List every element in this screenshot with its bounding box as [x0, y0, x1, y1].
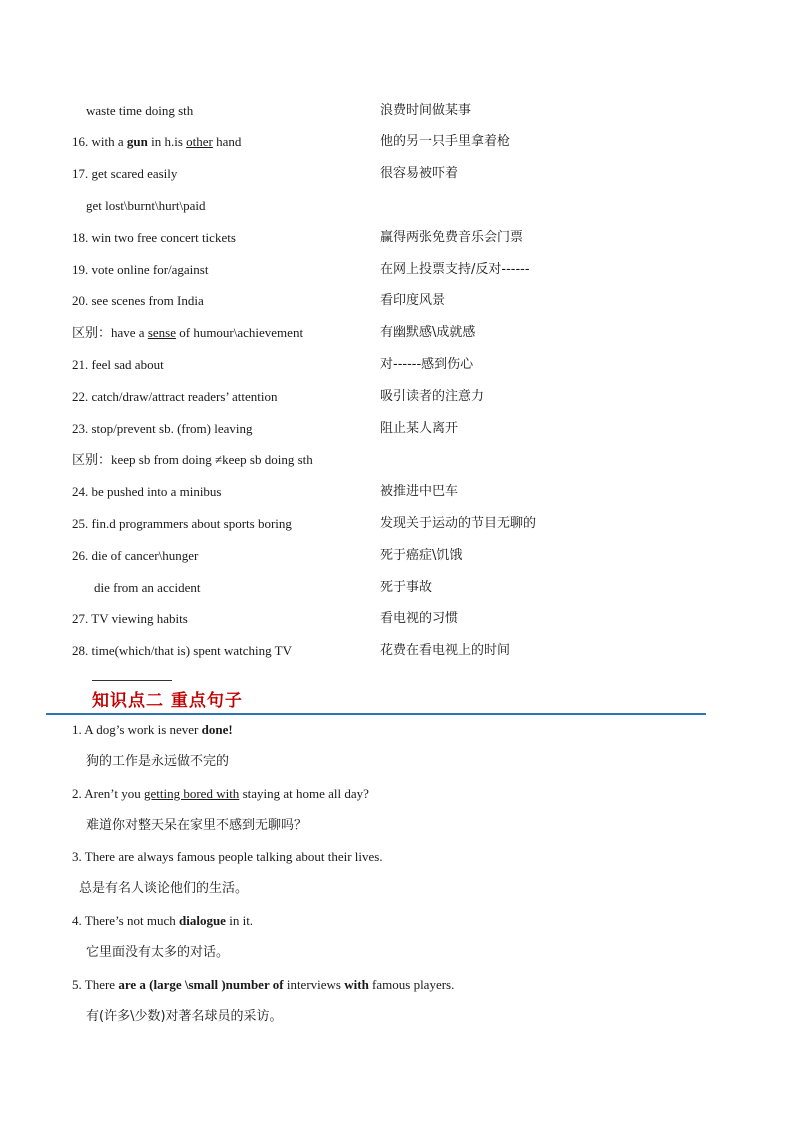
- vocab-row: [72, 100, 712, 122]
- heading-short-rule: [92, 680, 172, 681]
- vocab-english: 22. catch/draw/attract readers’ attention: [72, 389, 278, 404]
- sentence-english: 1. A dog’s work is never done!: [72, 722, 233, 737]
- vocab-row: [72, 449, 712, 471]
- vocab-row: [72, 640, 712, 662]
- vocab-english: 24. be pushed into a minibus: [72, 484, 222, 499]
- vocab-english: 28. time(which/that is) spent watching TV: [72, 643, 292, 658]
- vocab-chinese: 阻止某人离开: [380, 421, 459, 436]
- vocab-chinese: 看印度风景: [380, 293, 446, 308]
- vocab-english: die from an accident: [94, 580, 201, 595]
- vocab-chinese: 在网上投票支持/反对------: [380, 262, 530, 277]
- vocab-english: waste time doing sth: [86, 103, 194, 118]
- heading-divider: [46, 713, 706, 715]
- vocab-row: [72, 354, 712, 376]
- sentence-english: 3. There are always famous people talking about their lives.: [72, 849, 383, 864]
- vocab-chinese: 很容易被吓着: [380, 166, 459, 181]
- vocab-row: [72, 386, 712, 408]
- vocab-english: 18. win two free concert tickets: [72, 230, 236, 245]
- vocab-english: 区别：have a sense of humour\achievement: [72, 325, 304, 340]
- vocab-chinese: 对------感到伤心: [380, 357, 474, 372]
- vocab-english: 20. see scenes from India: [72, 293, 204, 308]
- vocab-chinese: 浪费时间做某事: [380, 103, 472, 118]
- vocab-row: [72, 163, 712, 185]
- vocab-chinese: 他的另一只手里拿着枪: [380, 134, 511, 149]
- vocab-english: 26. die of cancer\hunger: [72, 548, 199, 563]
- vocab-row: [72, 577, 712, 599]
- vocab-english: 21. feel sad about: [72, 357, 164, 372]
- vocab-row: [72, 481, 712, 503]
- vocab-english: 16. with a gun in h.is other hand: [72, 134, 242, 149]
- vocab-chinese: 死于癌症\饥饿: [380, 548, 463, 563]
- sentence-chinese: 它里面没有太多的对话。: [86, 945, 230, 960]
- vocab-chinese: 发现关于运动的节目无聊的: [380, 516, 537, 531]
- vocab-row: [72, 227, 712, 249]
- vocab-chinese: 被推进中巴车: [380, 484, 459, 499]
- vocab-row: [72, 290, 712, 312]
- sentence-english: 5. There are a (large \small )number of interviews with famous players.: [72, 977, 455, 992]
- sentence-chinese: 难道你对整天呆在家里不感到无聊吗？: [86, 818, 308, 833]
- vocab-chinese: 看电视的习惯: [380, 611, 459, 626]
- vocab-row: [72, 259, 712, 281]
- sentence-chinese: 狗的工作是永远做不完的: [86, 754, 230, 769]
- vocab-english: 27. TV viewing habits: [72, 611, 188, 626]
- vocab-english: 区别：keep sb from doing ≠keep sb doing sth: [72, 452, 313, 467]
- vocab-chinese: 吸引读者的注意力: [380, 389, 485, 404]
- sentence-english: 2. Aren’t you getting bored with staying at home all day?: [72, 786, 369, 801]
- vocab-english: 25. fin.d programmers about sports boring: [72, 516, 292, 531]
- vocab-row: [72, 131, 712, 153]
- vocab-row: [72, 322, 712, 344]
- vocab-english: get lost\burnt\hurt\paid: [86, 198, 206, 213]
- vocab-row: [72, 513, 712, 535]
- vocab-english: 19. vote online for/against: [72, 262, 209, 277]
- sentence-chinese: 总是有名人谈论他们的生活。: [79, 881, 249, 896]
- vocab-row: [72, 418, 712, 440]
- sentence-chinese: 有(许多\少数)对著名球员的采访。: [86, 1009, 283, 1024]
- vocab-row: [72, 545, 712, 567]
- sentence-english: 4. There’s not much dialogue in it.: [72, 913, 254, 928]
- vocab-chinese: 花费在看电视上的时间: [380, 643, 511, 658]
- vocab-english: 17. get scared easily: [72, 166, 178, 181]
- vocab-chinese: 死于事故: [380, 580, 433, 595]
- vocab-chinese: 有幽默感\成就感: [380, 325, 476, 340]
- section-title: 知识点二 重点句子: [92, 691, 243, 711]
- vocab-english: 23. stop/prevent sb. (from) leaving: [72, 421, 253, 436]
- vocab-row: [72, 608, 712, 630]
- vocab-row: [72, 195, 712, 217]
- vocab-chinese: 赢得两张免费音乐会门票: [380, 230, 524, 245]
- section-heading: [46, 680, 706, 716]
